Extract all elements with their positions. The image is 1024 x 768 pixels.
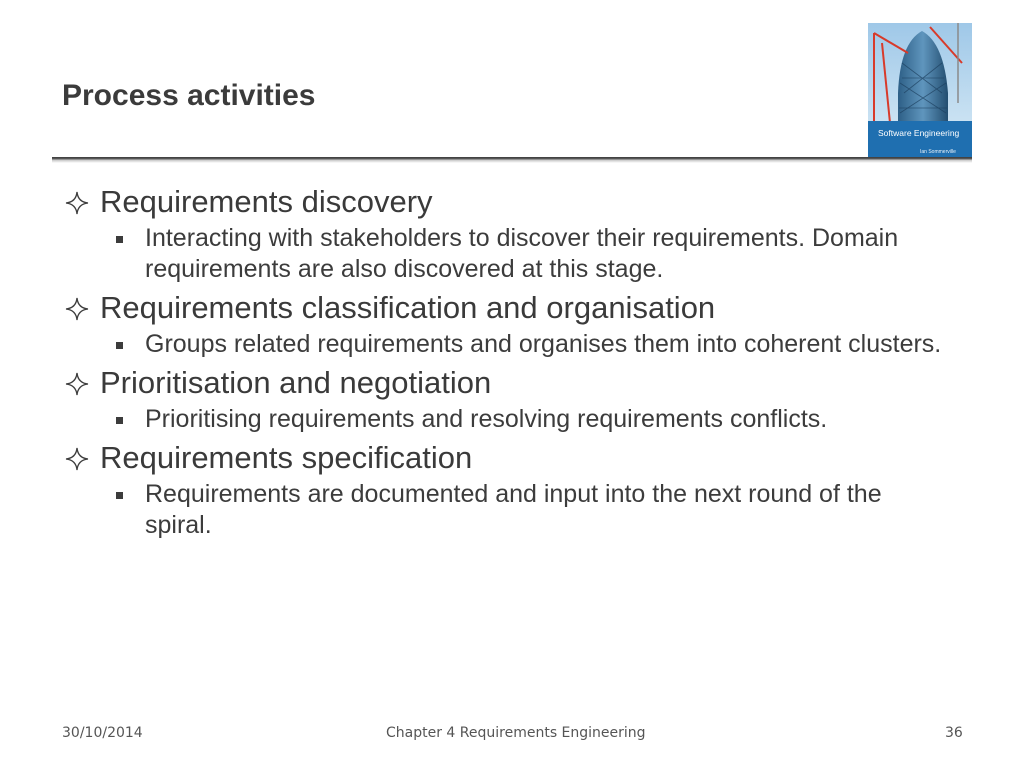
sub-bullet-3-1 xyxy=(62,404,962,435)
four-point-star-icon xyxy=(64,296,90,322)
bullet-label: Prioritisation and negotiation xyxy=(100,365,492,400)
bullet-label: Requirements specification xyxy=(100,440,473,475)
bullet-point-2 xyxy=(62,287,962,329)
sub-bullet-4-1 xyxy=(62,479,962,541)
square-bullet-icon xyxy=(116,417,123,424)
slide-title: Process activities xyxy=(62,79,316,112)
book-cover-image xyxy=(868,23,972,157)
sub-bullet-text: Prioritising requirements and resolving requirements conflicts. xyxy=(145,405,828,433)
sub-bullet-2-1 xyxy=(62,329,962,360)
bullet-label: Requirements classification and organisation xyxy=(100,290,716,325)
footer-chapter: Chapter 4 Requirements Engineering xyxy=(386,725,646,741)
four-point-star-icon xyxy=(64,446,90,472)
square-bullet-icon xyxy=(116,236,123,243)
cover-author: Ian Sommerville xyxy=(920,149,956,155)
footer-page-number: 36 xyxy=(945,725,963,741)
bullet-label: Requirements discovery xyxy=(100,184,433,219)
square-bullet-icon xyxy=(116,342,123,349)
cover-title: Software Engineering xyxy=(878,128,960,138)
sub-bullet-text: Groups related requirements and organises them into coherent clusters. xyxy=(145,330,942,358)
title-divider-shadow xyxy=(52,160,972,163)
bullet-point-4 xyxy=(62,437,962,479)
four-point-star-icon xyxy=(64,190,90,216)
bullet-point-1 xyxy=(62,181,962,223)
sub-bullet-text: Requirements are documented and input into the next round of the spiral. xyxy=(145,480,882,539)
footer-date: 30/10/2014 xyxy=(62,725,143,741)
four-point-star-icon xyxy=(64,371,90,397)
square-bullet-icon xyxy=(116,492,123,499)
bullet-point-3 xyxy=(62,362,962,404)
sub-bullet-text: Interacting with stakeholders to discover their requirements. Domain requirements are also discovered at this stage. xyxy=(145,224,899,283)
sub-bullet-1-1 xyxy=(62,223,962,285)
bullet-list xyxy=(62,181,962,543)
